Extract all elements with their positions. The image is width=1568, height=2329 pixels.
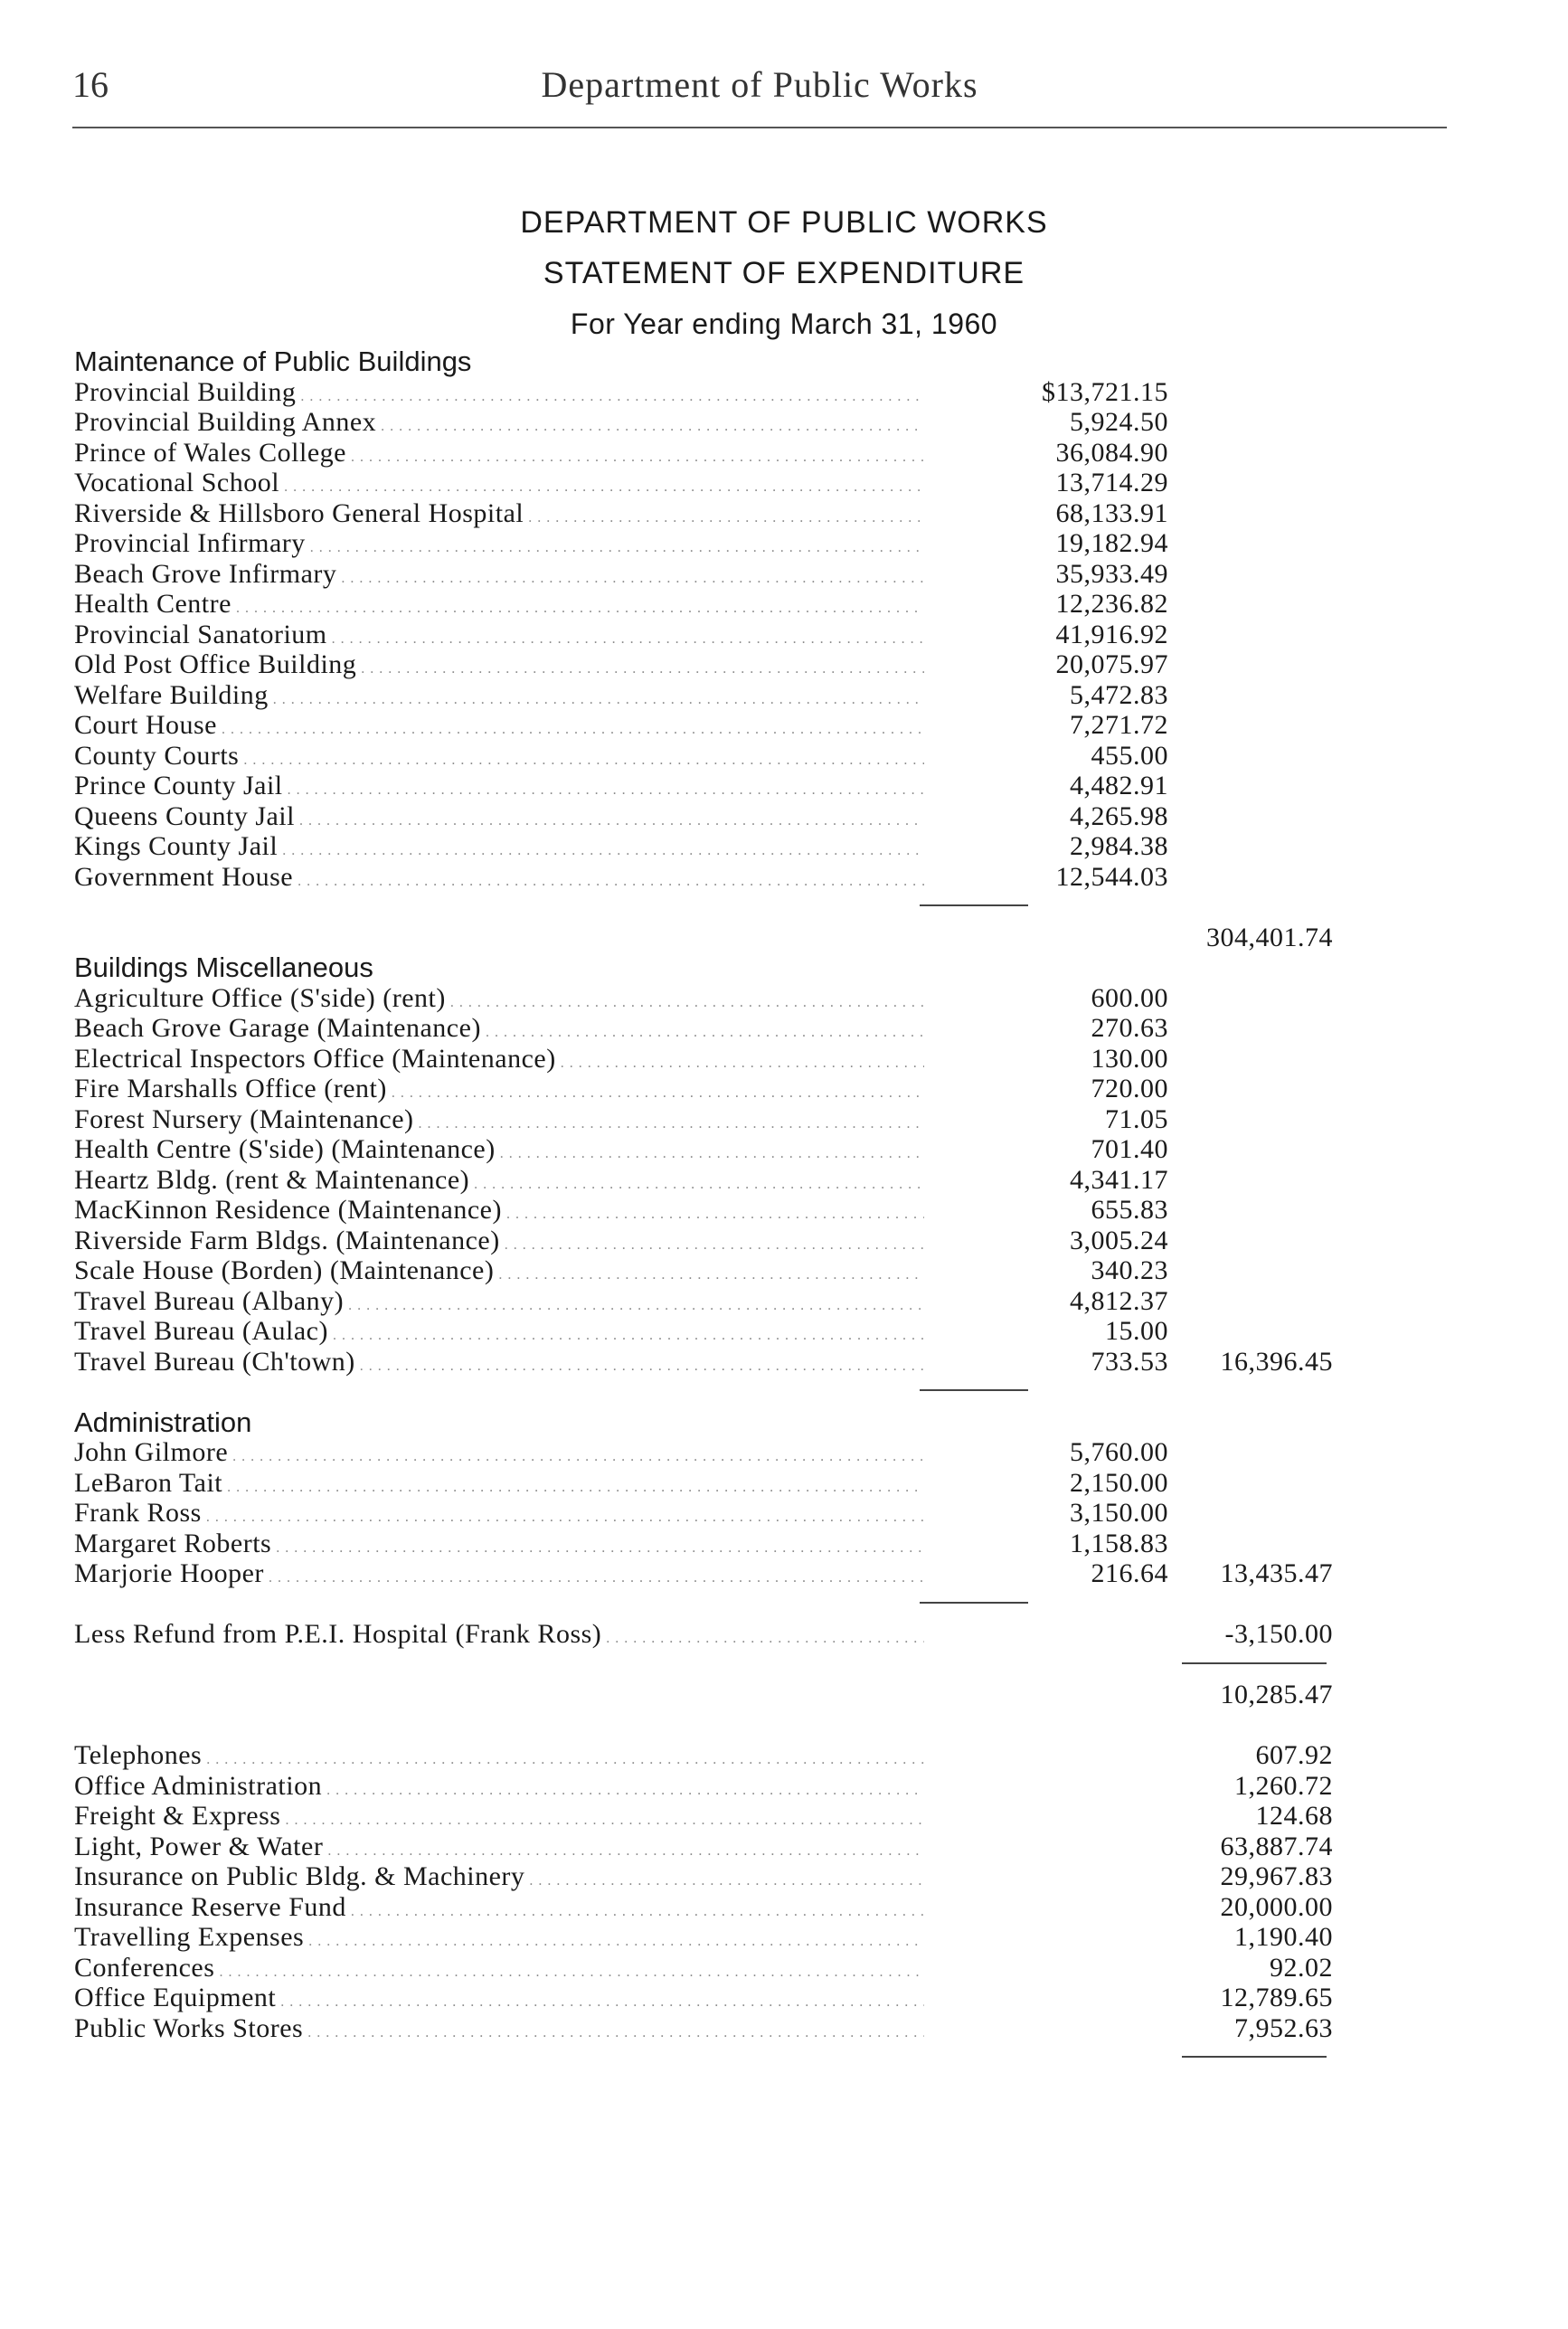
expenditure-statement <box>74 346 1485 2074</box>
page-header <box>72 63 1447 128</box>
refund-amount: -3,150.00 <box>1224 1619 1333 1649</box>
table-row <box>74 1134 1485 1165</box>
item-amount: 4,265.98 <box>1070 800 1168 831</box>
item-amount: 41,916.92 <box>1055 619 1168 649</box>
table-row <box>74 1740 1485 1771</box>
item-label: Forest Nursery (Maintenance) . . . <box>74 1104 924 1140</box>
item-amount: 20,075.97 <box>1055 649 1168 679</box>
item-amount: 5,472.83 <box>1070 679 1168 710</box>
item-label: John Gilmore . . . <box>74 1437 924 1472</box>
item-label: Travel Bureau (Albany) . . . <box>74 1286 924 1321</box>
statement-titles <box>0 197 1568 349</box>
table-row <box>74 983 1485 1014</box>
item-label: Riverside & Hillsboro General Hospital . . . <box>74 498 924 534</box>
item-label: Office Administration . . . <box>74 1771 924 1806</box>
item-amount: 455.00 <box>1091 740 1168 771</box>
item-amount: 71.05 <box>1105 1103 1168 1134</box>
item-label: Insurance on Public Bldg. & Machinery . . . <box>74 1861 924 1897</box>
item-label: Provincial Infirmary . . . <box>74 528 924 563</box>
table-row <box>74 1558 1485 1589</box>
statement-title: STATEMENT OF EXPENDITURE <box>543 256 1025 290</box>
item-label: Provincial Building . . . <box>74 377 924 412</box>
table-row <box>74 771 1485 801</box>
item-amount: 1,190.40 <box>1234 1922 1333 1952</box>
item-amount: $13,721.15 <box>1042 376 1168 407</box>
item-label: Telephones . . . <box>74 1740 924 1775</box>
section-total: 13,435.47 <box>1220 1558 1333 1588</box>
table-row <box>74 1044 1485 1075</box>
item-label: MacKinnon Residence (Maintenance) . . . <box>74 1195 924 1230</box>
item-amount: 63,887.74 <box>1220 1831 1333 1861</box>
item-label: Electrical Inspectors Office (Maintenance) . . . <box>74 1044 924 1079</box>
table-row <box>74 1316 1485 1347</box>
running-title: Department of Public Works <box>541 64 978 105</box>
item-amount: 19,182.94 <box>1055 528 1168 558</box>
section-heading-admin: Administration <box>74 1406 252 1438</box>
table-row <box>74 1468 1485 1499</box>
item-label: Insurance Reserve Fund . . . <box>74 1892 924 1927</box>
item-label: Provincial Building Annex . . . <box>74 407 924 442</box>
table-row <box>74 468 1485 498</box>
item-amount: 701.40 <box>1091 1134 1168 1164</box>
table-row <box>74 1983 1485 2013</box>
table-row <box>74 801 1485 832</box>
table-row <box>74 1771 1485 1802</box>
table-row <box>74 1195 1485 1226</box>
table-row <box>74 680 1485 711</box>
item-amount: 35,933.49 <box>1055 558 1168 589</box>
item-amount: 13,714.29 <box>1055 468 1168 497</box>
table-row <box>74 559 1485 590</box>
item-amount: 12,236.82 <box>1055 589 1168 619</box>
item-amount: 1,158.83 <box>1070 1528 1168 1558</box>
table-row <box>74 589 1485 620</box>
admin-list <box>74 1437 1485 1589</box>
item-amount: 340.23 <box>1091 1255 1168 1285</box>
item-label: Freight & Express . . . <box>74 1801 924 1836</box>
refund-row <box>74 1619 1485 1650</box>
table-row <box>74 377 1485 408</box>
item-label: Vocational School . . . <box>74 468 924 503</box>
other-list <box>74 1740 1485 2043</box>
item-amount: 12,544.03 <box>1055 861 1168 892</box>
section-heading-maintenance: Maintenance of Public Buildings <box>74 346 472 377</box>
item-amount: 15.00 <box>1105 1316 1168 1346</box>
item-amount: 5,924.50 <box>1070 407 1168 437</box>
table-row <box>74 1226 1485 1256</box>
maintenance-list <box>74 377 1485 893</box>
total-rule <box>74 1650 1485 1680</box>
item-label: Prince of Wales College . . . <box>74 438 924 473</box>
maintenance-total: 304,401.74 <box>1206 922 1333 952</box>
item-label: Fire Marshalls Office (rent) . . . <box>74 1074 924 1109</box>
table-row <box>74 1255 1485 1286</box>
admin-net-total: 10,285.47 <box>1220 1680 1333 1709</box>
subtotal-rule <box>74 1589 1485 1620</box>
item-amount: 2,150.00 <box>1070 1467 1168 1498</box>
table-row <box>74 1165 1485 1196</box>
item-amount: 92.02 <box>1270 1952 1333 1983</box>
item-amount: 29,967.83 <box>1220 1861 1333 1891</box>
item-amount: 1,260.72 <box>1234 1770 1333 1801</box>
department-title: DEPARTMENT OF PUBLIC WORKS <box>520 205 1048 240</box>
item-label: Beach Grove Garage (Maintenance) . . . <box>74 1013 924 1048</box>
table-row <box>74 620 1485 650</box>
item-label: Travel Bureau (Ch'town) . . . <box>74 1347 924 1382</box>
item-label: Riverside Farm Bldgs. (Maintenance) . . . <box>74 1226 924 1261</box>
item-amount: 733.53 <box>1091 1346 1168 1377</box>
table-row <box>74 1347 1485 1378</box>
table-row <box>74 1074 1485 1104</box>
table-row <box>74 1861 1485 1892</box>
item-amount: 12,789.65 <box>1220 1983 1333 2012</box>
table-row <box>74 1498 1485 1529</box>
page-number: 16 <box>72 64 109 105</box>
item-amount: 4,482.91 <box>1070 771 1168 800</box>
item-label: Frank Ross . . . <box>74 1498 924 1533</box>
item-amount: 720.00 <box>1091 1074 1168 1103</box>
item-label: County Courts . . . <box>74 741 924 776</box>
table-row <box>74 1013 1485 1044</box>
maintenance-total-row <box>74 923 1485 953</box>
table-row <box>74 1953 1485 1983</box>
item-label: Welfare Building . . . <box>74 680 924 715</box>
item-amount: 270.63 <box>1091 1013 1168 1043</box>
item-label: Travelling Expenses . . . <box>74 1922 924 1957</box>
item-amount: 20,000.00 <box>1220 1891 1333 1922</box>
item-label: Kings County Jail . . . <box>74 831 924 866</box>
table-row <box>74 1801 1485 1832</box>
item-label: Government House . . . <box>74 862 924 897</box>
table-row <box>74 528 1485 559</box>
item-amount: 7,952.63 <box>1234 2012 1333 2043</box>
section-total: 16,396.45 <box>1220 1346 1333 1377</box>
item-label: Travel Bureau (Aulac) . . . <box>74 1316 924 1351</box>
table-row <box>74 498 1485 529</box>
admin-net-row <box>74 1680 1485 1710</box>
table-row <box>74 831 1485 862</box>
misc-list <box>74 983 1485 1378</box>
table-row <box>74 710 1485 741</box>
table-row <box>74 1104 1485 1135</box>
item-amount: 7,271.72 <box>1070 710 1168 740</box>
item-amount: 124.68 <box>1255 1801 1333 1831</box>
table-row <box>74 438 1485 469</box>
table-row <box>74 407 1485 438</box>
table-row <box>74 1286 1485 1317</box>
table-row <box>74 1529 1485 1559</box>
item-label: Scale House (Borden) (Maintenance) . . . <box>74 1255 924 1291</box>
item-amount: 607.92 <box>1255 1740 1333 1770</box>
item-label: Marjorie Hooper . . . <box>74 1558 924 1594</box>
item-label: Agriculture Office (S'side) (rent) . . . <box>74 983 924 1018</box>
table-row <box>74 1437 1485 1468</box>
item-amount: 216.64 <box>1091 1558 1168 1588</box>
period-title: For Year ending March 31, 1960 <box>570 308 998 340</box>
item-label: Conferences . . . <box>74 1953 924 1988</box>
item-label: LeBaron Tait . . . <box>74 1468 924 1503</box>
item-label: Public Works Stores . . . <box>74 2013 924 2049</box>
section-heading-misc: Buildings Miscellaneous <box>74 951 373 983</box>
subtotal-rule <box>74 1377 1485 1407</box>
item-amount: 3,005.24 <box>1070 1225 1168 1255</box>
item-label: Prince County Jail . . . <box>74 771 924 806</box>
table-row <box>74 2013 1485 2044</box>
item-label: Beach Grove Infirmary . . . <box>74 559 924 594</box>
table-row <box>74 1922 1485 1953</box>
item-label: Office Equipment . . . <box>74 1983 924 2018</box>
subtotal-rule <box>74 892 1485 923</box>
table-row <box>74 1892 1485 1923</box>
item-label: Old Post Office Building . . . <box>74 649 924 685</box>
item-amount: 2,984.38 <box>1070 831 1168 861</box>
item-amount: 3,150.00 <box>1070 1498 1168 1528</box>
item-label: Health Centre . . . <box>74 589 924 624</box>
item-label: Health Centre (S'side) (Maintenance) . . . <box>74 1134 924 1169</box>
item-label: Light, Power & Water . . . <box>74 1832 924 1867</box>
table-row <box>74 862 1485 893</box>
item-amount: 5,760.00 <box>1070 1437 1168 1467</box>
refund-label: Less Refund from P.E.I. Hospital (Frank Ross) . . . <box>74 1619 924 1654</box>
item-label: Heartz Bldg. (rent & Maintenance) . . . <box>74 1165 924 1200</box>
table-row <box>74 741 1485 772</box>
item-label: Margaret Roberts . . . <box>74 1529 924 1564</box>
item-amount: 4,812.37 <box>1070 1285 1168 1316</box>
item-label: Court House . . . <box>74 710 924 745</box>
table-row <box>74 649 1485 680</box>
table-row <box>74 1832 1485 1862</box>
item-amount: 68,133.91 <box>1055 497 1168 528</box>
item-amount: 655.83 <box>1091 1195 1168 1225</box>
item-label: Provincial Sanatorium . . . <box>74 620 924 655</box>
total-rule <box>74 2043 1485 2074</box>
item-amount: 4,341.17 <box>1070 1164 1168 1195</box>
item-amount: 36,084.90 <box>1055 437 1168 468</box>
item-amount: 130.00 <box>1091 1043 1168 1074</box>
item-label: Queens County Jail . . . <box>74 801 924 837</box>
item-amount: 600.00 <box>1091 982 1168 1013</box>
